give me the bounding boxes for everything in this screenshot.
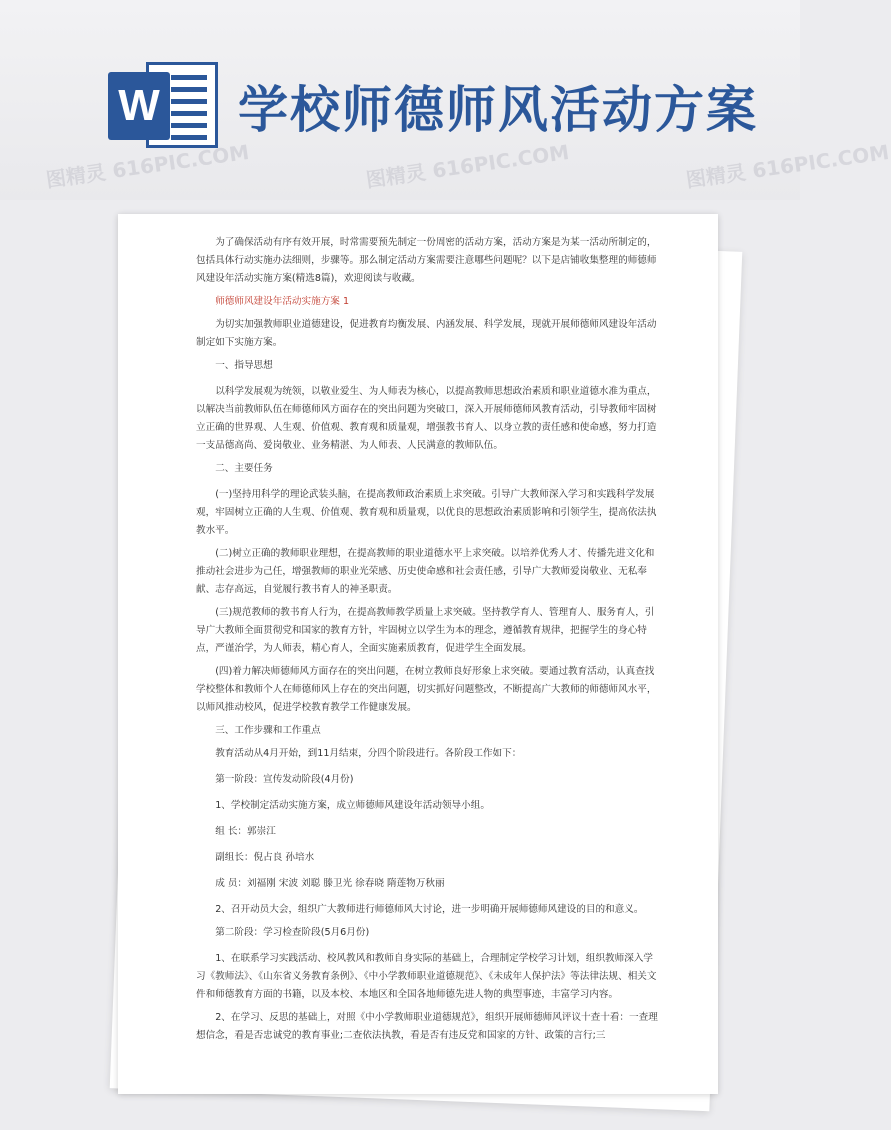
word-logo-icon bbox=[108, 62, 218, 148]
page-title: 学校师德师风活动方案 bbox=[238, 81, 758, 139]
paragraph: (一)坚持用科学的理论武装头脑，在提高教师政治素质上求突破。引导广大教师深入学习和实践科学发展观，牢固树立正确的人生观、价值观、教育观和质量观，以优良的思想政治素质影响和引领学生，提高依法执教水平。 bbox=[196, 489, 657, 536]
heading-work-steps: 三、工作步骤和工作重点 bbox=[215, 725, 321, 736]
paragraph: (三)规范教师的教书育人行为，在提高教师教学质量上求突破。坚持教学育人、管理育人、服务育人，引导广大教师全面贯彻党和国家的教育方针，牢固树立以学生为本的理念，遵循教育规律，把握学生的身心特点，严谨治学，为人师表，精心育人，全面实施素质教育，促进学生全面发展。 bbox=[196, 607, 655, 654]
paragraph: 为切实加强教师职业道德建设，促进教育均衡发展、内涵发展、科学发展，现就开展师德师风建设年活动制定如下实施方案。 bbox=[196, 319, 657, 348]
stage-one-heading: 第一阶段：宣传发动阶段(4月份) bbox=[215, 774, 354, 785]
watermark: 图精灵 616PIC.COM bbox=[44, 139, 251, 193]
paragraph: 以科学发展观为统领，以敬业爱生、为人师表为核心，以提高教师思想政治素质和职业道德水准为重点，以解决当前教师队伍在师德师风方面存在的突出问题为突破口，深入开展师德师风教育活动，引导教师牢固树立正确的世界观、人生观、价值观、教育观和质量观，增强教书育人、以身立教的责任感和使命感，努力打造一支品德高尚、爱岗敬业、业务精湛、为人师表、人民满意的教师队伍。 bbox=[196, 386, 657, 451]
intro-paragraph: 为了确保活动有序有效开展，时常需要预先制定一份周密的活动方案，活动方案是为某一活动所制定的，包括具体行动实施办法细则，步骤等。那么制定活动方案需要注意哪些问题呢？以下是店铺收集整理的师德师风建设年活动实施方案(精选8篇)，欢迎阅读与收藏。 bbox=[196, 237, 657, 284]
banner-header bbox=[0, 0, 891, 200]
document-page bbox=[118, 214, 718, 1094]
heading-guiding-ideology: 一、指导思想 bbox=[215, 360, 273, 371]
paragraph: 1、学校制定活动实施方案，成立师德师风建设年活动领导小组。 bbox=[215, 800, 490, 811]
watermark: 图精灵 616PIC.COM bbox=[364, 139, 571, 193]
stage-two-heading: 第二阶段：学习检查阶段(5月6月份) bbox=[215, 927, 370, 938]
members-line: 成 员：刘福刚 宋波 刘聪 滕卫光 徐春晓 隋莲物万秋丽 bbox=[215, 878, 445, 889]
paragraph: 2、在学习、反思的基础上，对照《中小学教师职业道德规范》，组织开展师德师风评议十查十看：一查理想信念，看是否忠诚党的教育事业;二查依法执教，看是否有违反党和国家的方针、政策的言行;三 bbox=[196, 1012, 658, 1041]
word-letter-badge: W bbox=[108, 72, 170, 140]
watermark: 图精灵 616PIC.COM bbox=[684, 139, 891, 193]
paragraph: (四)着力解决师德师风方面存在的突出问题，在树立教师良好形象上求突破。要通过教育活动，认真查找学校整体和教师个人在师德师风上存在的突出问题，切实抓好问题整改，不断提高广大教师的师德师风水平，以师风推动校风，促进学校教育教学工作健康发展。 bbox=[196, 666, 657, 713]
vice-leader-line: 副组长：倪占良 孙培水 bbox=[215, 852, 315, 863]
paragraph: 1、在联系学习实践活动、校风教风和教师自身实际的基础上，合理制定学校学习计划，组织教师深入学习《教师法》、《山东省义务教育条例》、《中小学教师职业道德规范》、《未成年人保护法》等法律法规、相关文件和师德教育方面的书籍，以及本校、本地区和全国各地师德先进人物的典型事迹，丰富学习内容。 bbox=[196, 953, 657, 1000]
document-content bbox=[196, 234, 658, 1050]
paragraph: 2、召开动员大会，组织广大教师进行师德师风大讨论，进一步明确开展师德师风建设的目的和意义。 bbox=[215, 904, 644, 915]
heading-main-tasks: 二、主要任务 bbox=[215, 463, 273, 474]
leader-line: 组 长：郭崇江 bbox=[215, 826, 276, 837]
section-title: 师德师风建设年活动实施方案 1 bbox=[215, 296, 350, 307]
paragraph: 教育活动从4月开始，到11月结束，分四个阶段进行。各阶段工作如下： bbox=[215, 748, 522, 759]
paragraph: (二)树立正确的教师职业理想，在提高教师的职业道德水平上求突破。以培养优秀人才、传播先进文化和推动社会进步为己任，增强教师的职业光荣感、历史使命感和社会责任感，引导广大教师爱岗敬业、无私奉献、志存高远，自觉履行教书育人的神圣职责。 bbox=[196, 548, 655, 595]
